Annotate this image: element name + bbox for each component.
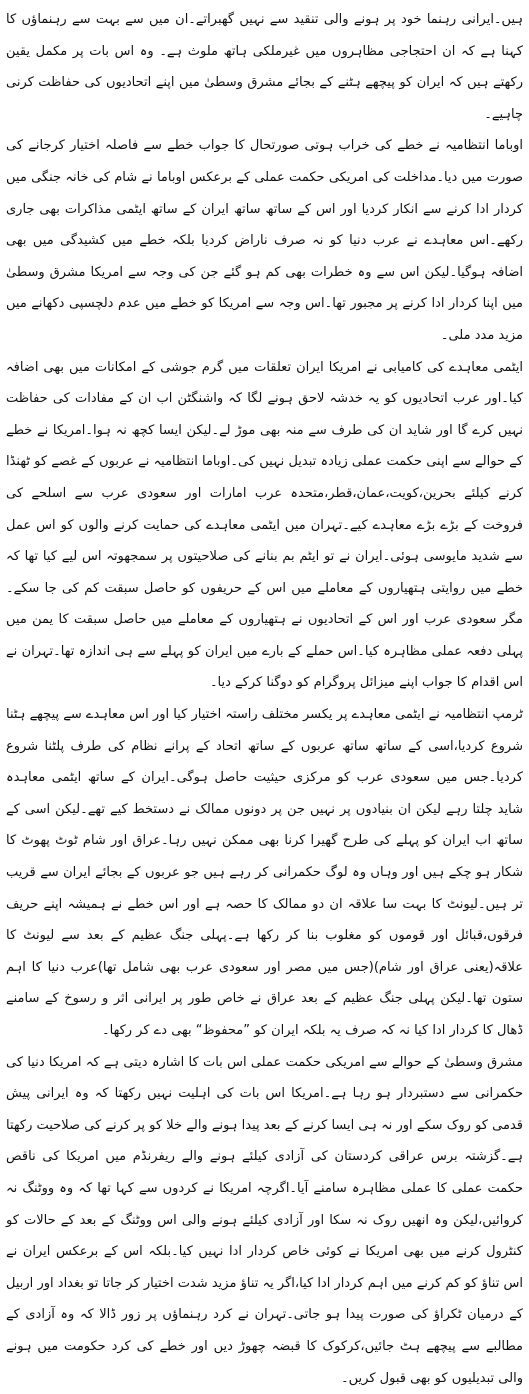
article-paragraph: ایٹمی معاہدے کی کامیابی نے امریکا ایران تعلقات میں گرم جوشی کے امکانات میں بھی اضافہ کیا۔اور عرب اتحادیوں کو یہ خدشہ لاحق ہونے لگا کہ واشنگٹن اب ان کے مفادات کی حفاظت نہیں کرے گا اور شاید ان کی طرف سے منہ بھی موڑ لے۔لیکن ایسا کچھ نہ ہوا۔امریکا نے خطے کے حوالے سے اپنی حکمت عملی زیادہ تبدیل نہیں کی۔اوباما انتظامیہ نے عربوں کے غصے کو ٹھنڈا کرنے کیلئے بحرین،کویت،عمان،قطر،متحدہ عرب امارات اور سعودی عرب سے اسلحے کی فروخت کے بڑے بڑے معاہدے کیے۔تہران میں ایٹمی معاہدے کی حمایت کرنے والوں کو اس عمل سے شدید مایوسی ہوئی۔ایران نے تو ایٹم بم بنانے کی صلاحیتوں پر سمجھوتہ اس لیے کیا تھا کہ خطے میں روایتی ہتھیاروں کے معاملے میں اس کے حریفوں کو حاصل سبقت کم کی جا سکے۔مگر سعودی عرب اور اس کے اتحادیوں نے ہتھیاروں کے معاملے میں حاصل سبقت کا یمن میں پہلی دفعہ عملی مظاہرہ کیا۔اس حملے کے بارے میں ایران کو پہلے سے ہی اندازہ تھا۔تہران نے اس اقدام کا جواب اپنے میزائل پروگرام کو دوگنا کرکے دیا۔: [6, 359, 523, 691]
article-paragraph: ہیں۔ایرانی رہنما خود پر ہونے والی تنقید سے نہیں گھبراتے۔ان میں سے بہت سے رہنماؤں کا کہنا ہے کہ ان احتجاجی مظاہروں میں غیرملکی ہاتھ ملوث ہے۔ وہ اس بات پر مکمل یقین رکھتے ہیں کہ ایران کو پیچھے ہٹنے کے بجائے مشرق وسطیٰ میں اپنے اتحادیوں کی حفاظت کرنی چاہیے۔: [6, 12, 523, 122]
article-paragraph: اوباما انتظامیہ نے خطے کی خراب ہوتی صورتحال کا جواب خطے سے فاصلہ اختیار کرجانے کی صورت میں دیا۔مداخلت کی امریکی حکمت عملی کے برعکس اوباما نے شام کی خانہ جنگی میں کردار ادا کرنے سے انکار کردیا اور اس کے ساتھ ساتھ ایران کے ساتھ ایٹمی مذاکرات بھی جاری رکھے۔اس معاہدے نے عرب دنیا کو نہ صرف ناراض کردیا بلکہ خطے میں کشیدگی میں بھی اضافہ ہوگیا۔لیکن اس سے وہ خطرات بھی کم ہو گئے جن کی وجہ سے امریکا مشرق وسطیٰ میں اپنا کردار ادا کرنے پر مجبور تھا۔اس وجہ سے امریکا کو خطے میں عدم دلچسپی دکھانے میں مزید مدد ملی۔: [6, 138, 523, 343]
article-paragraph: ٹرمپ انتظامیہ نے ایٹمی معاہدے پر یکسر مختلف راستہ اختیار کیا اور اس معاہدے سے پیچھے ہٹنا شروع کردیا،اسی کے ساتھ ساتھ عربوں کے ساتھ اتحاد کے پرانے نظام کی طرف پلٹنا شروع کردیا۔جس میں سعودی عرب کو مرکزی حیثیت حاصل ہوگی۔ایران کے ساتھ ایٹمی معاہدہ شاید چلتا رہے لیکن ان بنیادوں پر نہیں جن پر دونوں ممالک نے دستخط کیے تھے۔لیکن اسی کے ساتھ اب ایران کو پہلے کی طرح گھیرا کرنا بھی ممکن نہیں رہا۔عراق اور شام ٹوٹ پھوٹ کا شکار ہو چکے ہیں اور وہاں وہ لوگ حکمرانی کر رہے ہیں جو عربوں کے بجائے ایران سے قریب تر ہیں۔لیونٹ کا بہت سا علاقہ ان دو ممالک کا حصہ ہے اور اس خطے نے ہمیشہ اپنے حریف فرقوں،قبائل اور قوموں کو مغلوب بنا کر رکھا ہے۔پہلی جنگ عظیم کے بعد سے لیونٹ کا علاقہ(یعنی عراق اور شام)(جس میں مصر اور سعودی عرب بھی شامل تھا)عرب دنیا کا اہم ستون تھا۔لیکن پہلی جنگ عظیم کے بعد عراق نے خاص طور پر ایرانی اثر و رسوخ کے سامنے ڈھال کا کردار ادا کیا نہ کہ صرف یہ بلکہ ایران کو ”محفوظ“ بھی دے کر رکھا۔: [6, 707, 523, 1038]
article-paragraph: مشرق وسطیٰ کے حوالے سے امریکی حکمت عملی اس بات کا اشارہ دیتی ہے کہ امریکا دنیا کی حکمرانی سے دستبردار ہو رہا ہے۔امریکا اس بات کی اہلیت نہیں رکھتا کہ وہ ایرانی پیش قدمی کو روک سکے اور نہ ہی ایسا کرنے کے بعد پیدا ہونے والے خلا کو پر کرنے کی صلاحیت رکھتا ہے۔گزشتہ برس عراقی کردستان کی آزادی کیلئے ہونے والے ریفرنڈم میں امریکا کی ناقص حکمت عملی کا عملی مظاہرہ سامنے آیا۔اگرچہ امریکا نے کردوں سے کہا تھا کہ وہ ووٹنگ نہ کروائیں،لیکن وہ انھیں روک نہ سکا اور آزادی کیلئے ہونے والی اس ووٹنگ کے بعد کے حالات کو کنٹرول کرنے میں بھی امریکا نے کوئی خاص کردار ادا نہیں کیا۔بلکہ اس کے برعکس ایران نے اس تناؤ کو کم کرنے میں اہم کردار ادا کیا،اگر یہ تناؤ مزید شدت اختیار کر جاتا تو بغداد اور اربیل کے درمیان ٹکراؤ کی صورت پیدا ہو جاتی۔تہران نے کرد رہنماؤں پر زور ڈالا کہ وہ آزادی کے مطالبے سے پیچھے ہٹ جائیں،کرکوک کا قبضہ چھوڑ دیں اور خطے کی کرد حکومت میں ہونے والی تبدیلیوں کو بھی قبول کریں۔: [6, 1054, 523, 1386]
